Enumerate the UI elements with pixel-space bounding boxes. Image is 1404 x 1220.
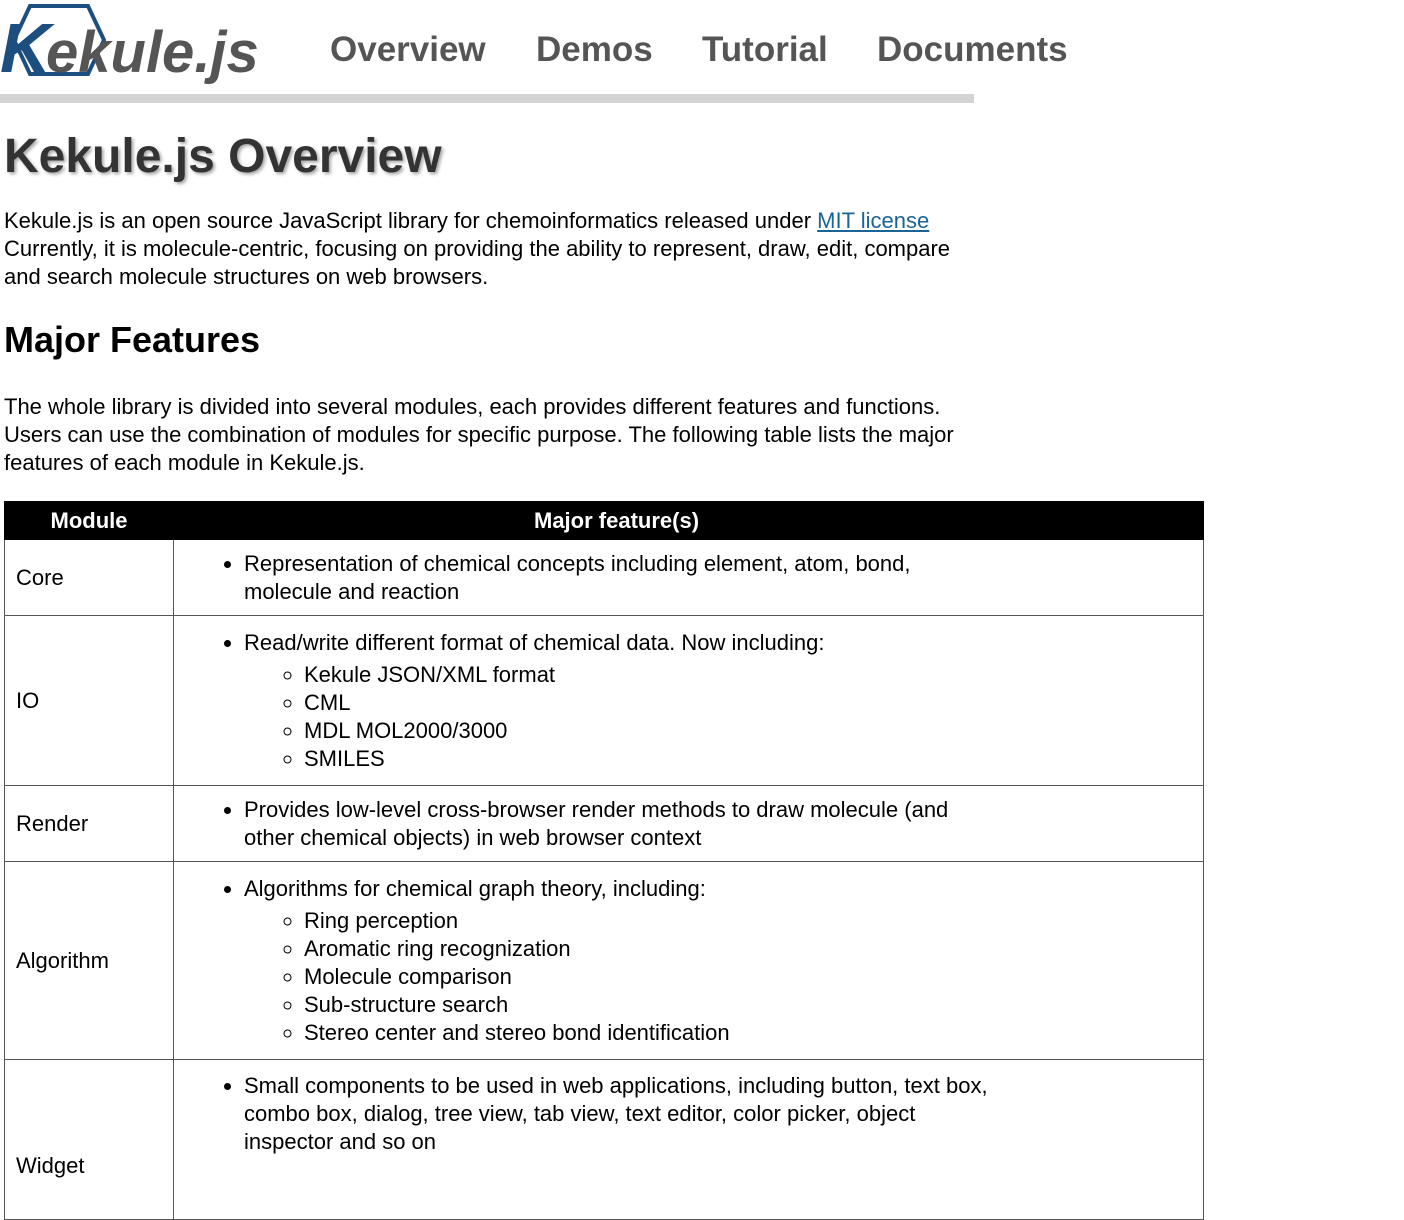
- sub-feature-item: ◦ Kekule JSON/XML format: [304, 661, 1203, 689]
- feature-list: [174, 875, 1203, 1047]
- table-row: [5, 540, 1204, 616]
- feature-item: • Algorithms for chemical graph theory, including: ◦ Ring perception ◦ Aromatic ring recognization ◦ Molecule comparison ◦ Sub-structure search ◦ Stereo center and stereo bond identification: [244, 875, 1203, 1047]
- feature-list: [174, 629, 1203, 773]
- module-features: [174, 616, 1204, 786]
- module-name: Render: [5, 786, 174, 862]
- sub-feature-item: ◦ Ring perception: [304, 907, 1203, 935]
- table-row: [5, 786, 1204, 862]
- sub-feature-list: [244, 907, 1203, 1047]
- feature-list: [174, 1072, 1203, 1156]
- features-line-1: The whole library is divided into several modules, each provides different features and functions.: [4, 394, 941, 419]
- intro-line-2: Currently, it is molecule-centric, focusing on providing the ability to represent, draw, edit, compare: [4, 236, 951, 261]
- page-title: Kekule.js Overview: [4, 130, 442, 183]
- kekule-logo[interactable]: [0, 0, 262, 90]
- header-divider: [0, 94, 974, 103]
- sub-feature-item: ◦ Aromatic ring recognization: [304, 935, 1203, 963]
- features-heading: Major Features: [4, 319, 261, 360]
- feature-item: • Read/write different format of chemical data. Now including: ◦ Kekule JSON/XML format ◦ CML ◦ MDL MOL2000/3000 ◦ SMILES: [244, 629, 1203, 773]
- nav-demos[interactable]: Demos: [536, 30, 653, 69]
- sub-feature-list: [244, 661, 1203, 773]
- features-table: [4, 501, 1204, 1220]
- intro-line-3: and search molecule structures on web browsers.: [4, 264, 489, 289]
- sub-feature-item: ◦ CML: [304, 689, 1203, 717]
- intro-line-1: Kekule.js is an open source JavaScript library for chemoinformatics released under MIT license: [4, 208, 930, 233]
- sub-feature-item: ◦ Molecule comparison: [304, 963, 1203, 991]
- sub-feature-item: ◦ Stereo center and stereo bond identification: [304, 1019, 1203, 1047]
- feature-item: • Representation of chemical concepts including element, atom, bond, molecule and reaction: [244, 550, 1203, 606]
- sub-feature-item: ◦ Sub-structure search: [304, 991, 1203, 1019]
- logo-text: K: [0, 9, 49, 87]
- svg-text:ekule.js: ekule.js: [46, 20, 259, 85]
- features-line-3: features of each module in Kekule.js.: [4, 450, 365, 475]
- module-features: [174, 786, 1204, 862]
- features-line-2: Users can use the combination of modules for specific purpose. The following table lists the major: [4, 422, 954, 447]
- nav-documents[interactable]: Documents: [877, 30, 1068, 69]
- column-header-module: Module: [5, 502, 174, 540]
- module-features: [174, 540, 1204, 616]
- nav-tutorial[interactable]: Tutorial: [702, 30, 828, 69]
- module-name: IO: [5, 616, 174, 786]
- module-name: Algorithm: [5, 862, 174, 1060]
- feature-item: • Small components to be used in web applications, including button, text box, combo box, dialog, tree view, tab view, text editor, color picker, object inspector and so on: [244, 1072, 1203, 1156]
- table-row: [5, 862, 1204, 1060]
- feature-list: [174, 796, 1203, 852]
- table-header-row: [5, 502, 1204, 540]
- site-header: [0, 0, 1068, 94]
- sub-feature-item: ◦ MDL MOL2000/3000: [304, 717, 1203, 745]
- module-features: [174, 1060, 1204, 1220]
- feature-list: [174, 550, 1203, 606]
- table-row: [5, 616, 1204, 786]
- nav-overview[interactable]: Overview: [330, 30, 486, 69]
- table-row: [5, 1060, 1204, 1220]
- sub-feature-item: ◦ SMILES: [304, 745, 1203, 773]
- column-header-features: Major feature(s): [174, 502, 1204, 540]
- module-name: Core: [5, 540, 174, 616]
- feature-item: • Provides low-level cross-browser render methods to draw molecule (and other chemical objects) in web browser context: [244, 796, 1203, 852]
- module-features: [174, 862, 1204, 1060]
- module-name: Widget: [5, 1060, 174, 1220]
- mit-license-link[interactable]: MIT license: [817, 208, 930, 233]
